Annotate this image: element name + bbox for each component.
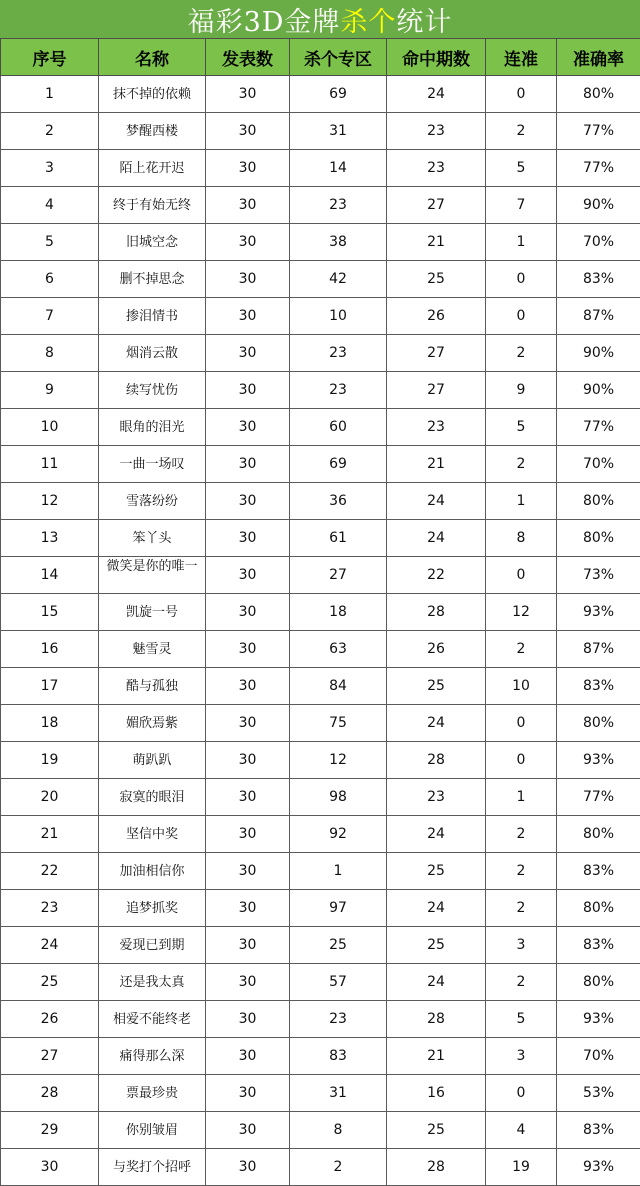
row-kill-zone: 14 [290, 150, 387, 187]
table-row [1, 446, 640, 483]
row-streak: 12 [486, 594, 557, 631]
row-kill-zone: 69 [290, 76, 387, 113]
row-hits: 24 [387, 964, 486, 1001]
row-index: 7 [1, 298, 99, 335]
row-streak: 0 [486, 557, 557, 594]
row-streak: 3 [486, 1038, 557, 1075]
row-index: 10 [1, 409, 99, 446]
title-text-highlight: 杀个 [340, 0, 396, 39]
row-accuracy: 80% [557, 964, 640, 1001]
row-posts: 30 [206, 742, 290, 779]
row-name [99, 150, 206, 187]
row-hits: 28 [387, 594, 486, 631]
row-streak: 2 [486, 964, 557, 1001]
row-posts: 30 [206, 853, 290, 890]
row-posts: 30 [206, 520, 290, 557]
row-name [99, 520, 206, 557]
row-name-text: 一曲一场叹 [99, 456, 205, 473]
row-name-text: 凯旋一号 [99, 604, 205, 621]
row-hits: 27 [387, 335, 486, 372]
row-hits: 24 [387, 705, 486, 742]
row-name-text: 眼角的泪光 [99, 419, 205, 436]
row-hits: 24 [387, 483, 486, 520]
row-index: 30 [1, 1149, 99, 1186]
row-hits: 24 [387, 76, 486, 113]
row-index: 25 [1, 964, 99, 1001]
row-posts: 30 [206, 1149, 290, 1186]
row-name-text: 删不掉思念 [99, 271, 205, 288]
row-posts: 30 [206, 150, 290, 187]
table-row [1, 1038, 640, 1075]
row-hits: 23 [387, 779, 486, 816]
table-row [1, 1001, 640, 1038]
row-name [99, 113, 206, 150]
row-hits: 24 [387, 816, 486, 853]
row-hits: 24 [387, 520, 486, 557]
table-row [1, 150, 640, 187]
row-posts: 30 [206, 1001, 290, 1038]
row-streak: 5 [486, 150, 557, 187]
row-name-text: 烟消云散 [99, 345, 205, 362]
table-row [1, 409, 640, 446]
row-accuracy: 83% [557, 1112, 640, 1149]
row-name-text: 掺泪情书 [99, 308, 205, 325]
row-kill-zone: 1 [290, 853, 387, 890]
row-kill-zone: 23 [290, 1001, 387, 1038]
row-index: 9 [1, 372, 99, 409]
row-index: 5 [1, 224, 99, 261]
row-streak: 0 [486, 76, 557, 113]
row-streak: 1 [486, 779, 557, 816]
row-kill-zone: 31 [290, 113, 387, 150]
row-name [99, 298, 206, 335]
row-streak: 2 [486, 446, 557, 483]
title-text-start: 福彩3D金牌 [188, 0, 341, 39]
row-name-text: 还是我太真 [99, 974, 205, 991]
row-posts: 30 [206, 261, 290, 298]
row-hits: 27 [387, 187, 486, 224]
row-accuracy: 83% [557, 927, 640, 964]
row-kill-zone: 97 [290, 890, 387, 927]
header-index: 序号 [1, 39, 99, 76]
table-row [1, 1112, 640, 1149]
row-kill-zone: 69 [290, 446, 387, 483]
row-accuracy: 83% [557, 668, 640, 705]
row-streak: 5 [486, 1001, 557, 1038]
row-streak: 4 [486, 1112, 557, 1149]
row-accuracy: 80% [557, 816, 640, 853]
header-kill-zone: 杀个专区 [290, 39, 387, 76]
row-name-text: 旧城空念 [99, 234, 205, 251]
row-posts: 30 [206, 298, 290, 335]
row-streak: 0 [486, 1075, 557, 1112]
row-index: 15 [1, 594, 99, 631]
row-posts: 30 [206, 1075, 290, 1112]
row-posts: 30 [206, 705, 290, 742]
row-accuracy: 77% [557, 779, 640, 816]
row-name [99, 1112, 206, 1149]
row-index: 14 [1, 557, 99, 594]
row-accuracy: 80% [557, 520, 640, 557]
row-hits: 26 [387, 298, 486, 335]
row-hits: 23 [387, 150, 486, 187]
row-accuracy: 77% [557, 409, 640, 446]
title-text-end: 统计 [396, 0, 452, 39]
row-accuracy: 83% [557, 261, 640, 298]
row-name-text: 终于有始无终 [99, 197, 205, 214]
row-kill-zone: 36 [290, 483, 387, 520]
row-kill-zone: 25 [290, 927, 387, 964]
row-posts: 30 [206, 483, 290, 520]
row-index: 20 [1, 779, 99, 816]
row-kill-zone: 57 [290, 964, 387, 1001]
row-name-text: 续写忧伤 [99, 382, 205, 399]
row-kill-zone: 23 [290, 187, 387, 224]
row-accuracy: 83% [557, 853, 640, 890]
row-kill-zone: 60 [290, 409, 387, 446]
row-accuracy: 80% [557, 483, 640, 520]
row-name-text: 加油相信你 [99, 863, 205, 880]
row-kill-zone: 84 [290, 668, 387, 705]
table-row [1, 372, 640, 409]
row-kill-zone: 12 [290, 742, 387, 779]
row-name [99, 594, 206, 631]
row-kill-zone: 18 [290, 594, 387, 631]
row-index: 13 [1, 520, 99, 557]
row-name [99, 742, 206, 779]
row-streak: 2 [486, 113, 557, 150]
row-kill-zone: 83 [290, 1038, 387, 1075]
row-streak: 9 [486, 372, 557, 409]
row-kill-zone: 61 [290, 520, 387, 557]
table-row [1, 113, 640, 150]
row-streak: 3 [486, 927, 557, 964]
row-index: 12 [1, 483, 99, 520]
row-streak: 0 [486, 298, 557, 335]
row-name [99, 1075, 206, 1112]
row-accuracy: 87% [557, 298, 640, 335]
row-kill-zone: 10 [290, 298, 387, 335]
row-kill-zone: 38 [290, 224, 387, 261]
table-row [1, 298, 640, 335]
row-name-text: 雪落纷纷 [99, 493, 205, 510]
row-kill-zone: 23 [290, 335, 387, 372]
row-index: 26 [1, 1001, 99, 1038]
row-name [99, 446, 206, 483]
row-posts: 30 [206, 409, 290, 446]
table-body [1, 76, 640, 1186]
header-streak: 连准 [486, 39, 557, 76]
row-hits: 25 [387, 668, 486, 705]
row-streak: 2 [486, 853, 557, 890]
row-index: 17 [1, 668, 99, 705]
row-kill-zone: 42 [290, 261, 387, 298]
row-name-text: 相爱不能终老 [99, 1011, 205, 1028]
row-index: 23 [1, 890, 99, 927]
row-hits: 28 [387, 1149, 486, 1186]
row-index: 4 [1, 187, 99, 224]
row-name-text: 与奖打个招呼 [99, 1159, 205, 1176]
row-index: 29 [1, 1112, 99, 1149]
row-index: 3 [1, 150, 99, 187]
row-name [99, 779, 206, 816]
row-accuracy: 53% [557, 1075, 640, 1112]
row-posts: 30 [206, 594, 290, 631]
row-hits: 25 [387, 1112, 486, 1149]
table-row [1, 594, 640, 631]
row-name-text: 笨丫头 [99, 530, 205, 547]
row-name [99, 483, 206, 520]
table-row [1, 964, 640, 1001]
row-hits: 26 [387, 631, 486, 668]
row-streak: 1 [486, 224, 557, 261]
table-row [1, 705, 640, 742]
row-hits: 25 [387, 927, 486, 964]
row-accuracy: 90% [557, 372, 640, 409]
row-index: 16 [1, 631, 99, 668]
table-row [1, 483, 640, 520]
row-posts: 30 [206, 779, 290, 816]
row-streak: 8 [486, 520, 557, 557]
row-kill-zone: 98 [290, 779, 387, 816]
row-index: 2 [1, 113, 99, 150]
row-hits: 22 [387, 557, 486, 594]
row-streak: 0 [486, 705, 557, 742]
row-index: 6 [1, 261, 99, 298]
row-kill-zone: 63 [290, 631, 387, 668]
table-row [1, 779, 640, 816]
row-posts: 30 [206, 816, 290, 853]
row-accuracy: 93% [557, 742, 640, 779]
row-hits: 25 [387, 853, 486, 890]
row-hits: 21 [387, 224, 486, 261]
row-name [99, 372, 206, 409]
row-accuracy: 70% [557, 224, 640, 261]
row-name-text: 抹不掉的依赖 [99, 86, 205, 103]
table-row [1, 224, 640, 261]
row-name-text: 微笑是你的唯一 [99, 558, 205, 592]
row-hits: 28 [387, 1001, 486, 1038]
row-accuracy: 93% [557, 1001, 640, 1038]
row-name-text: 酷与孤独 [99, 678, 205, 695]
table-row [1, 631, 640, 668]
row-kill-zone: 75 [290, 705, 387, 742]
row-hits: 23 [387, 113, 486, 150]
row-streak: 1 [486, 483, 557, 520]
row-posts: 30 [206, 335, 290, 372]
row-accuracy: 73% [557, 557, 640, 594]
row-hits: 24 [387, 890, 486, 927]
table-row [1, 76, 640, 113]
row-kill-zone: 23 [290, 372, 387, 409]
row-accuracy: 70% [557, 1038, 640, 1075]
row-posts: 30 [206, 113, 290, 150]
row-name [99, 1149, 206, 1186]
row-name [99, 1038, 206, 1075]
row-streak: 2 [486, 335, 557, 372]
row-posts: 30 [206, 1112, 290, 1149]
row-streak: 2 [486, 890, 557, 927]
row-name-text: 爱现已到期 [99, 937, 205, 954]
row-name [99, 187, 206, 224]
row-accuracy: 93% [557, 594, 640, 631]
row-index: 11 [1, 446, 99, 483]
row-index: 21 [1, 816, 99, 853]
row-kill-zone: 8 [290, 1112, 387, 1149]
row-posts: 30 [206, 187, 290, 224]
row-streak: 0 [486, 742, 557, 779]
row-accuracy: 80% [557, 76, 640, 113]
row-name-text: 追梦抓奖 [99, 900, 205, 917]
table-row [1, 890, 640, 927]
row-name-text: 票最珍贵 [99, 1085, 205, 1102]
page-title [0, 0, 640, 38]
table-row [1, 187, 640, 224]
row-accuracy: 87% [557, 631, 640, 668]
table-row [1, 927, 640, 964]
row-hits: 21 [387, 1038, 486, 1075]
row-accuracy: 80% [557, 705, 640, 742]
table-row [1, 668, 640, 705]
row-hits: 16 [387, 1075, 486, 1112]
row-name-text: 痛得那么深 [99, 1048, 205, 1065]
row-index: 18 [1, 705, 99, 742]
row-accuracy: 90% [557, 335, 640, 372]
row-name-text: 陌上花开迟 [99, 160, 205, 177]
table-row [1, 335, 640, 372]
table-row [1, 816, 640, 853]
row-name [99, 557, 206, 594]
row-posts: 30 [206, 631, 290, 668]
row-name [99, 224, 206, 261]
row-index: 8 [1, 335, 99, 372]
row-index: 27 [1, 1038, 99, 1075]
row-posts: 30 [206, 890, 290, 927]
header-posts: 发表数 [206, 39, 290, 76]
row-streak: 7 [486, 187, 557, 224]
row-name [99, 335, 206, 372]
row-accuracy: 77% [557, 113, 640, 150]
row-name-text: 萌趴趴 [99, 752, 205, 769]
row-streak: 2 [486, 816, 557, 853]
row-hits: 21 [387, 446, 486, 483]
row-accuracy: 93% [557, 1149, 640, 1186]
row-hits: 28 [387, 742, 486, 779]
row-kill-zone: 92 [290, 816, 387, 853]
table-row [1, 1149, 640, 1186]
row-kill-zone: 2 [290, 1149, 387, 1186]
row-posts: 30 [206, 1038, 290, 1075]
row-name-text: 寂寞的眼泪 [99, 789, 205, 806]
row-name [99, 816, 206, 853]
row-name [99, 631, 206, 668]
row-accuracy: 90% [557, 187, 640, 224]
row-name [99, 853, 206, 890]
stats-table [0, 38, 640, 1186]
row-name-text: 梦醒西楼 [99, 123, 205, 140]
row-name-text: 你别皱眉 [99, 1122, 205, 1139]
table-row [1, 742, 640, 779]
row-posts: 30 [206, 76, 290, 113]
row-streak: 0 [486, 261, 557, 298]
row-name [99, 76, 206, 113]
table-row [1, 520, 640, 557]
header-accuracy: 准确率 [557, 39, 640, 76]
row-name-text: 媚欣焉紫 [99, 715, 205, 732]
row-streak: 2 [486, 631, 557, 668]
row-index: 24 [1, 927, 99, 964]
row-hits: 23 [387, 409, 486, 446]
row-posts: 30 [206, 557, 290, 594]
row-name [99, 890, 206, 927]
row-index: 28 [1, 1075, 99, 1112]
row-posts: 30 [206, 964, 290, 1001]
row-kill-zone: 27 [290, 557, 387, 594]
row-accuracy: 80% [557, 890, 640, 927]
row-kill-zone: 31 [290, 1075, 387, 1112]
row-name [99, 964, 206, 1001]
row-name [99, 927, 206, 964]
row-posts: 30 [206, 668, 290, 705]
header-hits: 命中期数 [387, 39, 486, 76]
row-streak: 10 [486, 668, 557, 705]
row-index: 22 [1, 853, 99, 890]
table-row [1, 1075, 640, 1112]
header-row [1, 39, 640, 76]
row-name-text: 坚信中奖 [99, 826, 205, 843]
row-accuracy: 77% [557, 150, 640, 187]
row-posts: 30 [206, 224, 290, 261]
row-posts: 30 [206, 372, 290, 409]
table-row [1, 557, 640, 594]
row-accuracy: 70% [557, 446, 640, 483]
row-name [99, 705, 206, 742]
row-name-text: 魅雪灵 [99, 641, 205, 658]
table-row [1, 853, 640, 890]
row-name [99, 409, 206, 446]
row-name [99, 261, 206, 298]
row-posts: 30 [206, 446, 290, 483]
row-streak: 19 [486, 1149, 557, 1186]
row-index: 1 [1, 76, 99, 113]
row-index: 19 [1, 742, 99, 779]
row-posts: 30 [206, 927, 290, 964]
header-name: 名称 [99, 39, 206, 76]
table-row [1, 261, 640, 298]
row-name [99, 1001, 206, 1038]
row-streak: 5 [486, 409, 557, 446]
row-hits: 25 [387, 261, 486, 298]
row-hits: 27 [387, 372, 486, 409]
row-name [99, 668, 206, 705]
